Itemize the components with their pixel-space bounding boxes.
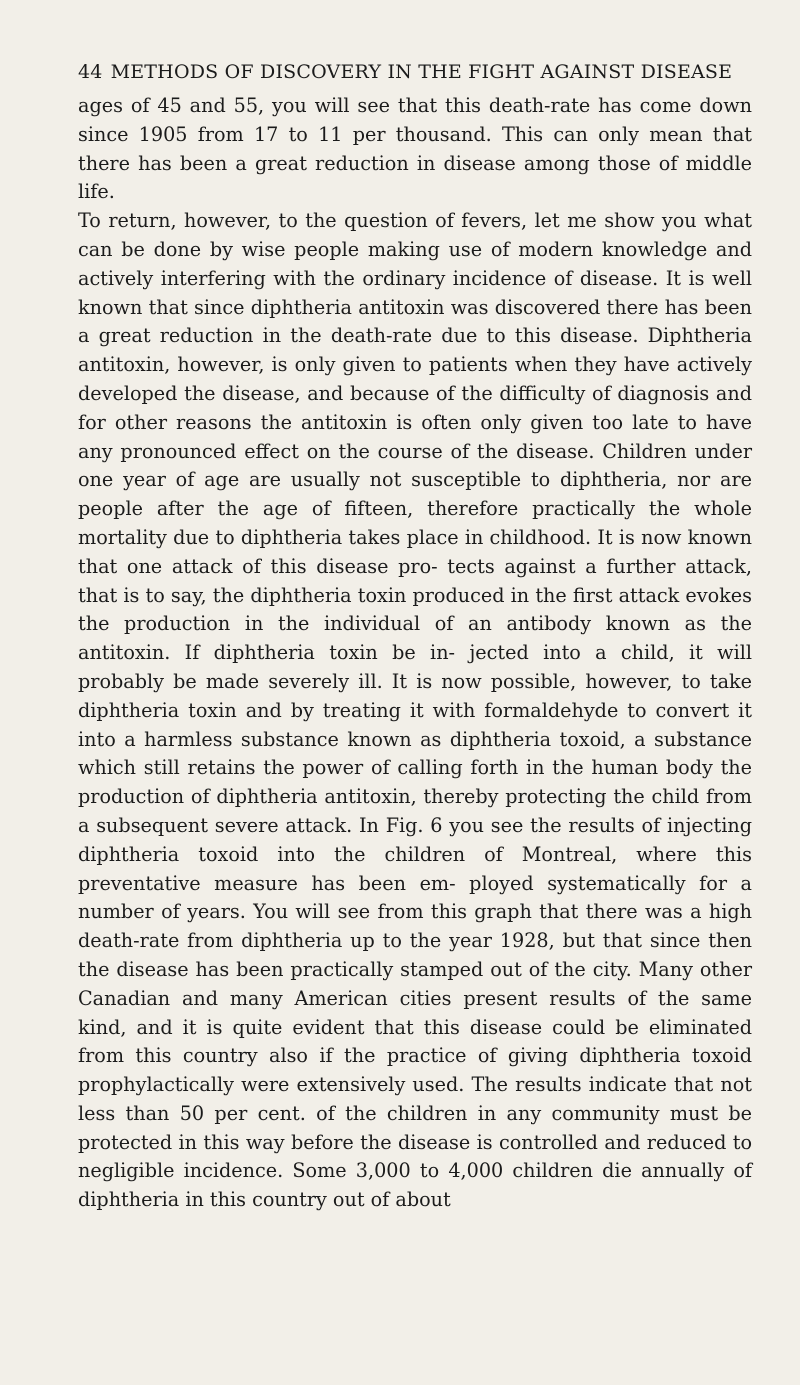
running-head [78, 58, 752, 86]
body-text [78, 92, 752, 1215]
page-number: 44 [78, 61, 103, 83]
running-title: METHODS OF DISCOVERY IN THE FIGHT AGAINST DISEASE [110, 61, 733, 83]
paragraph-diphtheria: To return, however, to the question of fevers, let me show you what can be done by wise people making use of modern knowledge and actively interfering with the ordinary incidence of disease. It is well known that since diphtheria antitoxin was discovered there has been a great reduction in the death-rate due to this disease. Diphtheria antitoxin, however, is only given to patients when they have actively developed the disease, and because of the difficulty of diagnosis and for other reasons the antitoxin is often only given too late to have any pronounced effect on the course of the disease. Children under one year of age are usually not susceptible to diphtheria, nor are people after the age of fifteen, therefore practically the whole mortality due to diphtheria takes place in childhood. It is now known that one attack of this disease pro- tects against a further attack, that is to say, the diphtheria toxin produced in the first attack evokes the production in the individual of an antibody known as the antitoxin. If diphtheria toxin be in- jected into a child, it will probably be made severely ill. It is now possible, however, to take diphtheria toxin and by treating it with formaldehyde to convert it into a harmless substance known as diphtheria toxoid, a substance which still retains the power of calling forth in the human body the production of diphtheria antitoxin, thereby protecting the child from a subsequent severe attack. In Fig. 6 you see the results of injecting diphtheria toxoid into the children of Montreal, where this preventative measure has been em- ployed systematically for a number of years. You will see from this graph that there was a high death-rate from diphtheria up to the year 1928, but that since then the disease has been practically stamped out of the city. Many other Canadian and many American cities present results of the same kind, and it is quite evident that this disease could be eliminated from this country also if the practice of giving diphtheria toxoid prophylactically were extensively used. The results indicate that not less than 50 per cent. of the children in any community must be protected in this way before the disease is controlled and reduced to negligible incidence. Some 3,000 to 4,000 children die annually of diphtheria in this country out of about [78, 209, 752, 1212]
paragraph-continuation: ages of 45 and 55, you will see that this death-rate has come down since 1905 from 17 to 11 per thousand. This can only mean that there has been a great reduction in disease among those of middle life. [78, 94, 752, 204]
